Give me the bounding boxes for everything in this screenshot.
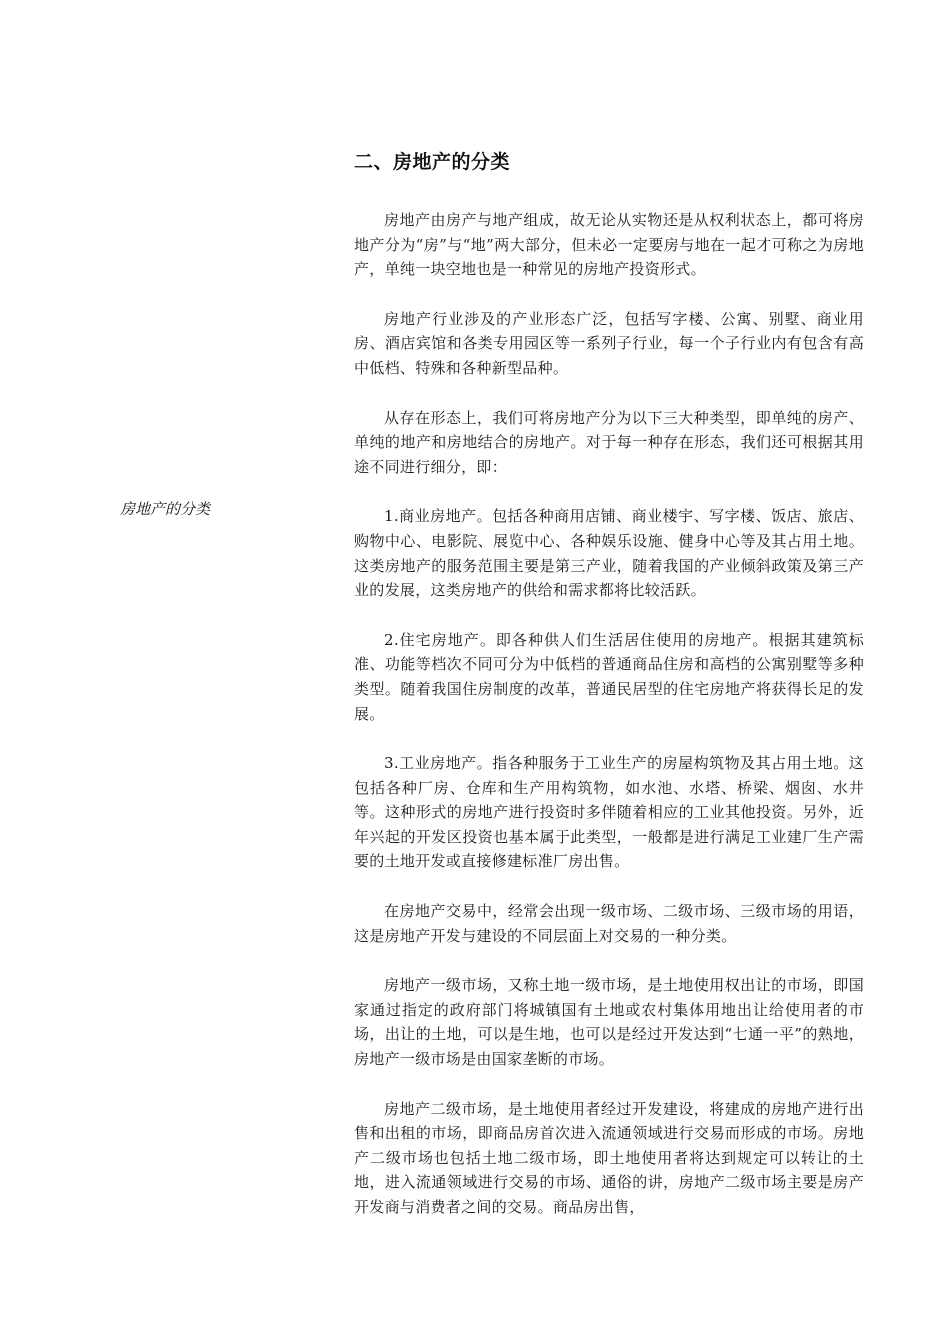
paragraph-market-levels: 在房地产交易中，经常会出现一级市场、二级市场、三级市场的用语，这是房地产开发与建设的不同层面上对交易的一种分类。 [354,902,864,945]
paragraph-industrial: 3.工业房地产。指各种服务于工业生产的房屋构筑物及其占用土地。这包括各种厂房、仓库和生产用构筑物，如水池、水塔、桥梁、烟囱、水井等。这种形式的房地产进行投资时多伴随着相应的工业其他投资。另外，近年兴起的开发区投资也基本属于此类型，一般都是进行满足工业建厂生产需要的土地开发或直接修建标准厂房出售。 [354,754,864,871]
paragraph-industry-scope: 房地产行业涉及的产业形态广泛，包括写字楼、公寓、别墅、商业用房、酒店宾馆和各类专用园区等一系列子行业，每一个子行业内有包含有高中低档、特殊和各种新型品种。 [354,309,864,377]
paragraph-three-types: 从存在形态上，我们可将房地产分为以下三大种类型，即单纯的房产、单纯的地产和房地结合的房地产。对于每一种存在形态，我们还可根据其用途不同进行细分，即： [354,408,864,476]
paragraph-intro: 房地产由房产与地产组成，故无论从实物还是从权利状态上，都可将房地产分为“房”与“地”两大部分，但未必一定要房与地在一起才可称之为房地产，单纯一块空地也是一种常见的房地产投资形式。 [354,211,864,279]
margin-note: 房地产的分类 [120,500,211,518]
paragraph-secondary-market: 房地产二级市场，是土地使用者经过开发建设，将建成的房地产进行出售和出租的市场，即商品房首次进入流通领域进行交易而形成的市场。房地产二级市场也包括土地二级市场，即土地使用者将达到规定可以转让的土地，进入流通领域进行交易的市场、通俗的讲，房地产二级市场主要是房产开发商与消费者之间的交易。商品房出售， [354,1099,864,1216]
body-text [354,208,864,1245]
paragraph-residential: 2.住宅房地产。即各种供人们生活居住使用的房地产。根据其建筑标准、功能等档次不同可分为中低档的普通商品住房和高档的公寓别墅等多种类型。随着我国住房制度的改革，普通民居型的住宅房地产将获得长足的发展。 [354,630,864,723]
paragraph-primary-market: 房地产一级市场，又称土地一级市场，是土地使用权出让的市场，即国家通过指定的政府部门将城镇国有土地或农村集体用地出让给使用者的市场，出让的土地，可以是生地，也可以是经过开发达到“七通一平”的熟地，房地产一级市场是由国家垄断的市场。 [354,976,864,1069]
section-heading: 二、房地产的分类 [354,151,511,173]
paragraph-commercial: 1.商业房地产。包括各种商用店铺、商业楼宇、写字楼、饭店、旅店、购物中心、电影院、展览中心、各种娱乐设施、健身中心等及其占用土地。这类房地产的服务范围主要是第三产业，随着我国的产业倾斜政策及第三产业的发展，这类房地产的供给和需求都将比较活跃。 [354,507,864,600]
